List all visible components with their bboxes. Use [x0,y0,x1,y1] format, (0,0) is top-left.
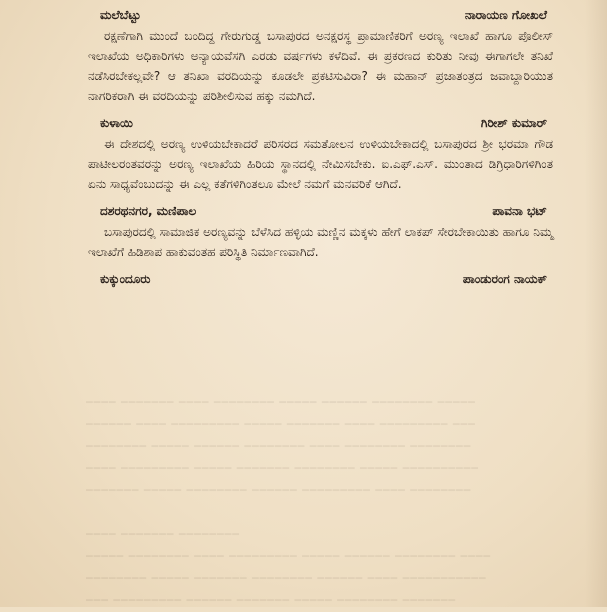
letter-block-3 [88,202,553,262]
reverse-side-bleed-through [86,392,556,612]
byline-place: ಕುಕ್ಕುಂದೂರು [100,272,151,286]
byline-1 [88,6,553,26]
bleed-line: ━━━━━━ ━━━━ ━━━━━━━━━ ━━━━━ ━━━━━━━ ━━━━ ━━━━━━━━━ ━━━ [86,418,476,431]
letter-block-4 [88,270,553,290]
letter-paragraph-2: ಈ ದೇಶದಲ್ಲಿ ಅರಣ್ಯ ಉಳಿಯಬೇಕಾದರೆ ಪರಿಸರದ ಸಮತೋಲನ ಉಳಿಯಬೇಕಾದಲ್ಲಿ ಬಸಾಪುರದ ಶ್ರೀ ಭರಮಾ ಗೌಡ ಪಾಟೀಲರಂತವರನ್ನು ಅರಣ್ಯ ಇಲಾಖೆಯ ಹಿರಿಯ ಸ್ಥಾನದಲ್ಲಿ ನೇಮಿಸಬೇಕು. ಐ.ಎಫ್.ಎಸ್. ಮುಂತಾದ ಡಿಗ್ರಿಧಾರಿಗಳಿಗಿಂತ ಏನು ಸಾಧ್ಯವೆಂಬುದನ್ನು ಈ ಎಲ್ಲ ಕತೆಗಳಿಗಿಂತಲೂ ಮೇಲೆ ನಮಗೆ ಮನವರಿಕೆ ಆಗಿದೆ. [88,137,553,191]
byline-place: ದಶರಥನಗರ, ಮಣಿಪಾಲ [100,204,197,218]
bleed-line: ━━━ ━━━━━━━━━ ━━━━━━ ━━━━━━━ ━━━━━ ━━━━━━━━ ━━━━━━━ [86,594,456,607]
byline-author: ಪಾವನಾ ಭಟ್ [492,204,547,218]
byline-place: ಮಲೆಬೆಟ್ಟು [100,8,141,22]
bleed-line: ━━━━ ━━━━━━━━━ ━━━━━ ━━━━━━━ ━━━━━━━━ ━━━━━ ━━━━━━━━━━ [86,462,479,475]
byline-author: ಪಾಂಡುರಂಗ ನಾಯಕ್ [462,272,547,286]
bleed-line: ━━━━━━━━ ━━━━━ ━━━━━━ ━━━━━━━━ ━━━━ ━━━━━━━━ ━━━━━━━━ [86,440,472,453]
bleed-line: ━━━━ ━━━━━━━ ━━━━ ━━━━━━━━ ━━━━━ ━━━━━━ ━━━━━━━━ ━━━━━ [86,396,476,409]
bleed-line: ━━━━━━━━ ━━━━━ ━━━━━━━ ━━━━━━━━ ━━━━━━ ━━━━ ━━━━━━━━━━━ [86,572,487,585]
byline-place: ಕುಳಾಯಿ [100,116,133,130]
byline-2 [88,114,553,134]
bleed-line: ━━━━━━━ ━━━━━ ━━━━━━━━ ━━━━━━ ━━━━━━━━━ ━━━━ ━━━━━━━━ [86,484,472,497]
letter-block-2 [88,114,553,194]
byline-author: ನಾರಾಯಣ ಗೋಖಲೆ [464,8,547,22]
byline-4 [88,270,553,290]
page-edge-shadow [585,0,607,607]
letter-paragraph-1: ರಕ್ಷಣೆಗಾಗಿ ಮುಂದೆ ಬಂದಿದ್ದ ಗೇರುಗುಡ್ಡ ಬಸಾಪುರದ ಅನಕ್ಷರಸ್ಥ ಪ್ರಾಮಾಣಿಕರಿಗೆ ಅರಣ್ಯ ಇಲಾಖೆ ಹಾಗೂ ಪೊಲೀಸ್ ಇಲಾಖೆಯ ಅಧಿಕಾರಿಗಳು ಅನ್ಯಾಯವೆಸಗಿ ಎರಡು ವರ್ಷಗಳು ಕಳೆದಿವೆ. ಈ ಪ್ರಕರಣದ ಕುರಿತು ನೀವು ಈಗಾಗಲೇ ತನಿಖೆ ನಡೆಸಿರಬೇಕಲ್ಲವೇ? ಆ ತನಿಖಾ ವರದಿಯನ್ನು ಕೂಡಲೇ ಪ್ರಕಟಿಸುವಿರಾ? ಈ ಮಹಾನ್ ಪ್ರಜಾತಂತ್ರದ ಜವಾಬ್ದಾರಿಯುತ ನಾಗರಿಕರಾಗಿ ಈ ವರದಿಯನ್ನು ಪರಿಶೀಲಿಸುವ ಹಕ್ಕು ನಮಗಿದೆ. [88,29,553,103]
letter-paragraph-3: ಬಸಾಪುರದಲ್ಲಿ ಸಾಮಾಜಿಕ ಅರಣ್ಯವನ್ನು ಬೆಳೆಸಿದ ಹಳ್ಳಿಯ ಮಣ್ಣಿನ ಮಕ್ಕಳು ಹೇಗೆ ಲಾಕಪ್ ಸೇರಬೇಕಾಯಿತು ಹಾಗೂ ನಿಮ್ಮ ಇಲಾಖೆಗೆ ಹಿಡಿಶಾಪ ಹಾಕುವಂತಹ ಪರಿಸ್ಥಿತಿ ನಿರ್ಮಾಣವಾಗಿದೆ. [88,225,553,259]
byline-author: ಗಿರೀಶ್ ಕುಮಾರ್ [480,116,547,130]
letters-column [88,6,553,292]
bleed-line [86,502,556,524]
byline-3 [88,202,553,222]
letter-block-1 [88,6,553,106]
bleed-line: ━━━━━ ━━━━━━━━ ━━━━ ━━━━━━━━━ ━━━━━ ━━━━━━ ━━━━━━━━ ━━━━ [86,550,491,563]
bleed-line: ━━━━ ━━━━━━━ ━━━━━━━━ [86,528,240,541]
